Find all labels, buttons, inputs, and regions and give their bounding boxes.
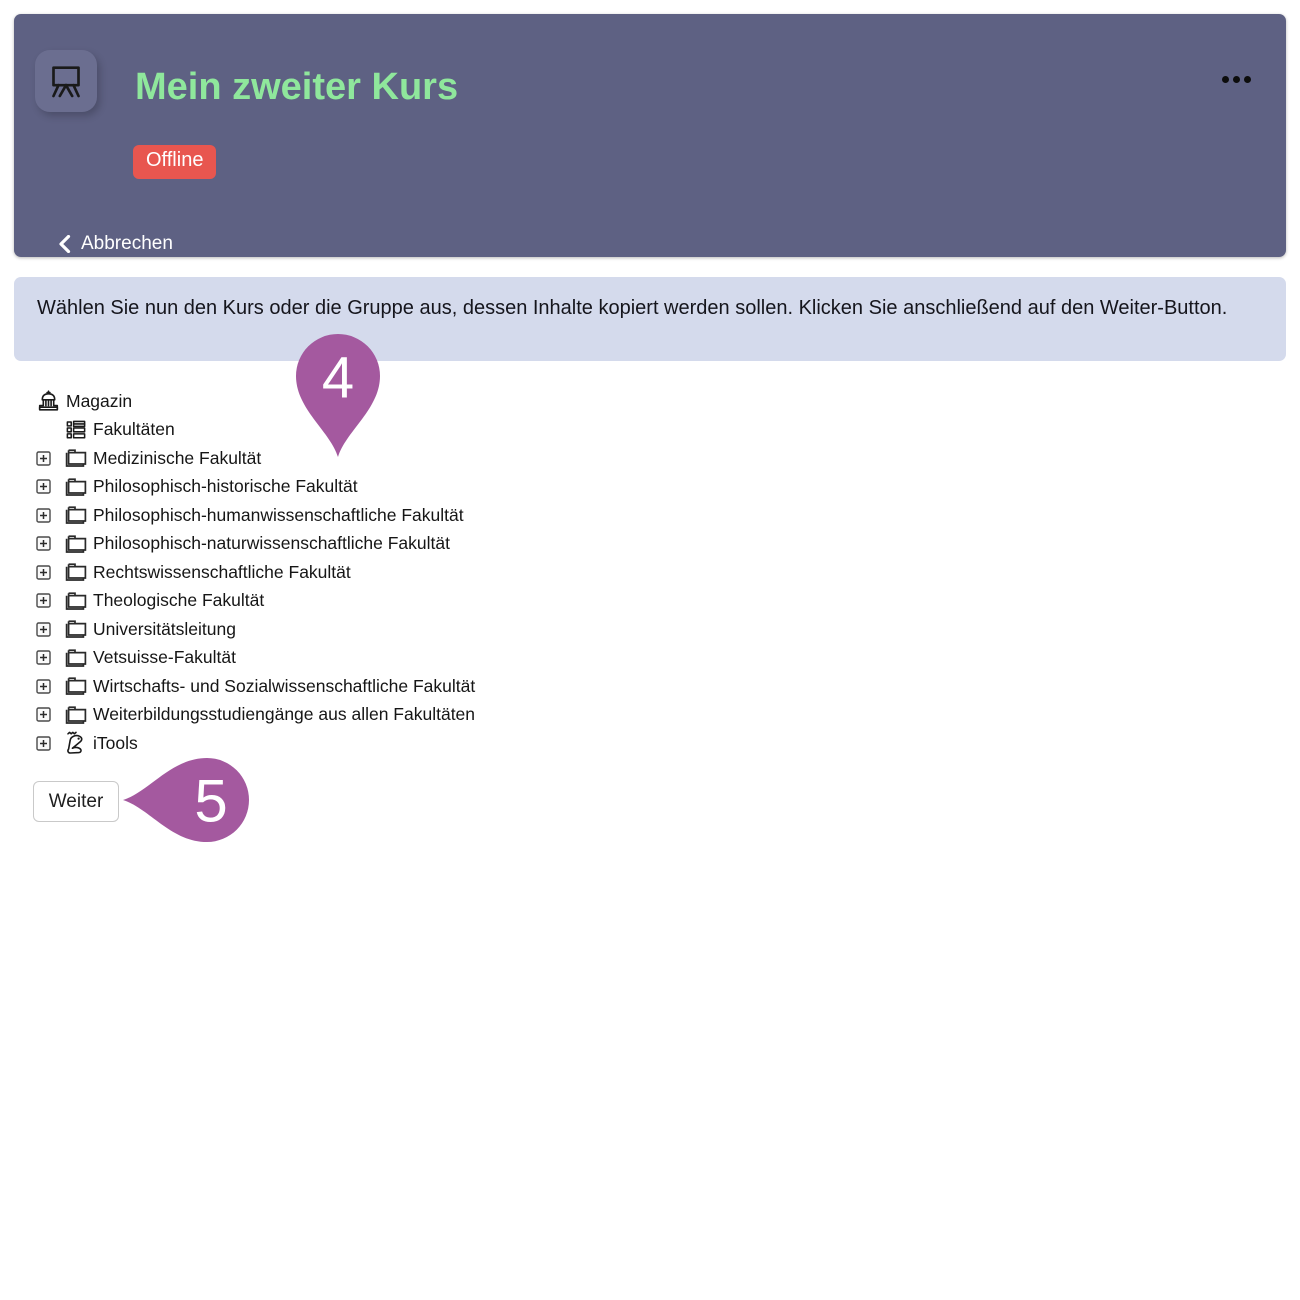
folder-icon [64,648,93,668]
tree-item-philosophisch-naturwissenschaftliche-fakultaet[interactable] [36,530,475,559]
annotation-pin-4-number: 4 [321,345,355,411]
info-message-box [14,277,1286,361]
expand-toggle-icon[interactable] [36,508,64,523]
expand-toggle-icon[interactable] [36,622,64,637]
tree-item-universitaetsleitung[interactable] [36,615,475,644]
tree-item-itools[interactable] [36,729,475,758]
expand-toggle-icon[interactable] [36,679,64,694]
annotation-pin-5 [123,757,250,843]
expand-toggle-icon[interactable] [36,593,64,608]
folder-icon [64,676,93,696]
blackboard-easel-icon [46,61,86,101]
swiss-knife-icon [64,731,93,755]
cancel-back-link[interactable] [58,233,173,255]
tree-item-label[interactable]: Magazin [66,390,133,411]
tree-item-label[interactable]: Medizinische Fakultät [93,447,262,468]
expand-toggle-icon[interactable] [36,479,64,494]
folder-icon [64,619,93,639]
tree-item-label[interactable]: Fakultäten [93,419,175,440]
tree-item-label[interactable]: iTools [93,732,138,753]
expand-toggle-icon[interactable] [36,451,64,466]
tree-item-theologische-fakultaet[interactable] [36,587,475,616]
course-icon-tile [35,50,97,112]
next-button[interactable]: Weiter [33,781,119,822]
tree-item-label[interactable]: Philosophisch-historische Fakultät [93,476,358,497]
expand-toggle-icon[interactable] [36,736,64,751]
folder-icon [64,705,93,725]
repository-tree [36,387,475,758]
folder-icon [64,562,93,582]
expand-toggle-icon[interactable] [36,707,64,722]
tree-item-label[interactable]: Wirtschafts- und Sozialwissenschaftliche Fakultät [93,675,476,696]
folder-icon [64,591,93,611]
chevron-left-icon [58,235,71,253]
tree-item-fakultaeten[interactable] [36,416,475,445]
folder-icon [64,505,93,525]
expand-toggle-icon[interactable] [36,536,64,551]
folder-icon [64,477,93,497]
tree-item-label[interactable]: Universitätsleitung [93,618,236,639]
tree-item-philosophisch-humanwissenschaftliche-fakultaet[interactable] [36,501,475,530]
tree-item-medizinische-fakultaet[interactable] [36,444,475,473]
expand-toggle-icon[interactable] [36,565,64,580]
annotation-pin-4 [295,333,381,457]
status-badge: Offline [133,145,216,179]
tree-item-label[interactable]: Philosophisch-humanwissenschaftliche Fakultät [93,504,464,525]
tree-item-label[interactable]: Philosophisch-naturwissenschaftliche Fakultät [93,533,450,554]
tree-item-magazin[interactable] [36,387,475,416]
kebab-dot [1233,76,1240,83]
tree-item-label[interactable]: Weiterbildungsstudiengänge aus allen Fakultäten [93,704,476,725]
expand-toggle-icon[interactable] [36,650,64,665]
info-message-text: Wählen Sie nun den Kurs oder die Gruppe aus, dessen Inhalte kopiert werden sollen. Klicken Sie anschließend auf den Weiter-Button. [37,297,1228,319]
folder-icon [64,448,93,468]
repository-building-icon [36,389,66,413]
course-header [14,14,1286,257]
kebab-dot [1222,76,1229,83]
tree-item-label[interactable]: Rechtswissenschaftliche Fakultät [93,561,351,582]
tree-item-vetsuisse-fakultaet[interactable] [36,644,475,673]
tree-item-weiterbildungsstudiengaenge[interactable] [36,701,475,730]
cancel-back-label: Abbrechen [81,233,173,254]
tree-item-label[interactable]: Vetsuisse-Fakultät [93,647,236,668]
actions-menu-button[interactable] [1218,72,1255,87]
kebab-dot [1244,76,1251,83]
category-list-icon [64,418,93,441]
annotation-pin-5-number: 5 [194,767,228,835]
tree-item-label[interactable]: Theologische Fakultät [93,590,265,611]
folder-icon [64,534,93,554]
page-title: Mein zweiter Kurs [135,66,459,108]
tree-item-philosophisch-historische-fakultaet[interactable] [36,473,475,502]
tree-item-rechtswissenschaftliche-fakultaet[interactable] [36,558,475,587]
tree-item-wirtschafts-und-sozialwissenschaftliche-fakultaet[interactable] [36,672,475,701]
